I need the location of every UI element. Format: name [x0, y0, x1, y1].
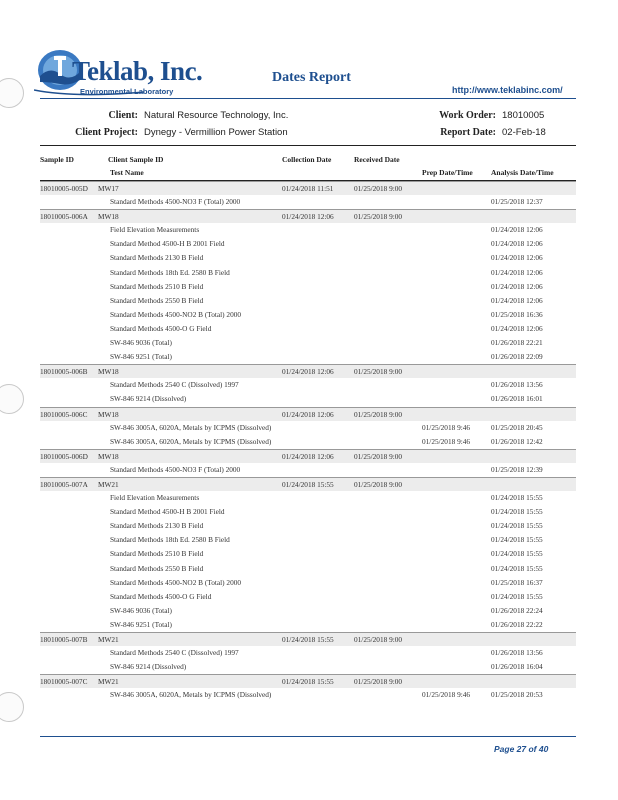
header-divider [40, 98, 576, 99]
test-name-cell: Standard Methods 4500-O G Field [110, 591, 212, 601]
col-analysis-date: Analysis Date/Time [491, 168, 554, 177]
test-row [40, 378, 576, 392]
test-name-cell: Standard Methods 18th Ed. 2580 B Field [110, 535, 230, 545]
test-name-cell: Standard Method 4500-H B 2001 Field [110, 239, 225, 249]
test-name-cell: Standard Methods 4500-O G Field [110, 323, 212, 333]
test-row [40, 435, 576, 449]
analysis-date-cell: 01/24/2018 12:06 [491, 239, 543, 249]
test-name-cell: SW-846 9036 (Total) [110, 338, 172, 348]
analysis-date-cell: 01/24/2018 15:55 [491, 535, 543, 545]
test-name-cell: Standard Methods 2130 B Field [110, 253, 204, 263]
analysis-date-cell: 01/25/2018 12:39 [491, 464, 543, 474]
sample-row [40, 181, 576, 195]
test-name-cell: Standard Methods 2130 B Field [110, 521, 204, 531]
client-project-label: Client Project: [75, 127, 138, 138]
analysis-date-cell: 01/24/2018 15:55 [491, 549, 543, 559]
analysis-date-cell: 01/26/2018 22:09 [491, 352, 543, 362]
sample-row [40, 674, 576, 688]
test-row [40, 195, 576, 209]
info-divider [40, 145, 576, 146]
binder-hole [0, 692, 24, 722]
analysis-date-cell: 01/24/2018 15:55 [491, 493, 543, 503]
col-test-name: Test Name [110, 168, 144, 177]
client-label: Client: [108, 110, 138, 121]
client-project-value: Dynegy - Vermillion Power Station [144, 127, 288, 138]
binder-hole [0, 384, 24, 414]
test-name-cell: Standard Methods 4500-NO3 F (Total) 2000 [110, 197, 241, 207]
test-row [40, 251, 576, 265]
collection-date-cell: 01/24/2018 15:55 [282, 677, 334, 687]
footer-divider [40, 736, 576, 737]
test-row [40, 322, 576, 336]
analysis-date-cell: 01/26/2018 22:22 [491, 619, 543, 629]
analysis-date-cell: 01/24/2018 12:06 [491, 253, 543, 263]
test-name-cell: Standard Methods 2540 C (Dissolved) 1997 [110, 380, 239, 390]
received-date-cell: 01/25/2018 9:00 [354, 635, 403, 644]
sample-id-cell: 18010005-005D [40, 184, 88, 193]
received-date-cell: 01/25/2018 9:00 [354, 479, 403, 489]
test-row [40, 421, 576, 435]
client-sample-id-cell: MW21 [98, 479, 119, 489]
client-sample-id-cell: MW18 [98, 212, 119, 222]
client-sample-id-cell: MW21 [98, 677, 119, 687]
test-row [40, 660, 576, 674]
test-row [40, 294, 576, 308]
work-order-value: 18010005 [502, 110, 545, 121]
test-name-cell: SW-846 9214 (Dissolved) [110, 662, 187, 672]
received-date-cell: 01/25/2018 9:00 [354, 409, 403, 419]
test-name-cell: Standard Methods 2550 B Field [110, 563, 204, 573]
col-prep-date: Prep Date/Time [422, 168, 473, 177]
sample-row [40, 209, 576, 223]
test-row [40, 533, 576, 547]
analysis-date-cell: 01/26/2018 16:01 [491, 394, 543, 404]
test-name-cell: Standard Methods 4500-NO3 F (Total) 2000 [110, 464, 241, 474]
test-row [40, 576, 576, 590]
sample-row [40, 632, 576, 646]
test-row [40, 350, 576, 364]
analysis-date-cell: 01/25/2018 20:53 [491, 690, 543, 700]
client-sample-id-cell: MW21 [98, 635, 119, 644]
test-name-cell: SW-846 3005A, 6020A, Metals by ICPMS (Dissolved) [110, 422, 272, 432]
test-row [40, 463, 576, 477]
sample-id-cell: 18010005-006C [40, 409, 88, 419]
test-row [40, 505, 576, 519]
test-row [40, 618, 576, 632]
received-date-cell: 01/25/2018 9:00 [354, 367, 403, 377]
report-title: Dates Report [272, 70, 351, 85]
received-date-cell: 01/25/2018 9:00 [354, 212, 403, 222]
col-received-date: Received Date [354, 155, 400, 164]
collection-date-cell: 01/24/2018 12:06 [282, 451, 334, 461]
analysis-date-cell: 01/24/2018 15:55 [491, 507, 543, 517]
test-row [40, 308, 576, 322]
sample-id-cell: 18010005-006D [40, 451, 88, 461]
test-row [40, 280, 576, 294]
analysis-date-cell: 01/24/2018 12:06 [491, 281, 543, 291]
analysis-date-cell: 01/26/2018 22:21 [491, 338, 543, 348]
test-name-cell: SW-846 9251 (Total) [110, 352, 172, 362]
analysis-date-cell: 01/25/2018 16:37 [491, 577, 543, 587]
analysis-date-cell: 01/25/2018 12:37 [491, 197, 543, 207]
received-date-cell: 01/25/2018 9:00 [354, 677, 403, 687]
test-row [40, 688, 576, 702]
test-row [40, 336, 576, 350]
client-value: Natural Resource Technology, Inc. [144, 110, 289, 121]
col-client-sample-id: Client Sample ID [108, 155, 164, 164]
prep-date-cell: 01/25/2018 9:46 [422, 422, 471, 432]
analysis-date-cell: 01/26/2018 12:42 [491, 436, 543, 446]
analysis-date-cell: 01/24/2018 15:55 [491, 591, 543, 601]
collection-date-cell: 01/24/2018 15:55 [282, 479, 334, 489]
collection-date-cell: 01/24/2018 15:55 [282, 635, 334, 644]
test-name-cell: Field Elevation Measurements [110, 225, 200, 235]
sample-id-cell: 18010005-007C [40, 677, 88, 687]
sample-row [40, 477, 576, 491]
test-row [40, 223, 576, 237]
analysis-date-cell: 01/26/2018 16:04 [491, 662, 543, 672]
analysis-date-cell: 01/26/2018 13:56 [491, 648, 543, 658]
test-row [40, 562, 576, 576]
analysis-date-cell: 01/26/2018 13:56 [491, 380, 543, 390]
website-link[interactable]: http://www.teklabinc.com/ [452, 85, 563, 95]
collection-date-cell: 01/24/2018 12:06 [282, 212, 334, 222]
analysis-date-cell: 01/26/2018 22:24 [491, 605, 543, 615]
collection-date-cell: 01/24/2018 12:06 [282, 367, 334, 377]
analysis-date-cell: 01/24/2018 12:06 [491, 323, 543, 333]
page-number: Page 27 of 40 [494, 744, 549, 754]
sample-id-cell: 18010005-006B [40, 367, 88, 377]
test-row [40, 646, 576, 660]
received-date-cell: 01/25/2018 9:00 [354, 451, 403, 461]
sample-row [40, 449, 576, 463]
analysis-date-cell: 01/24/2018 12:06 [491, 295, 543, 305]
analysis-date-cell: 01/24/2018 12:06 [491, 267, 543, 277]
test-name-cell: Standard Methods 2510 B Field [110, 281, 204, 291]
test-row [40, 547, 576, 561]
report-date-label: Report Date: [440, 127, 496, 138]
prep-date-cell: 01/25/2018 9:46 [422, 690, 471, 700]
report-date-value: 02-Feb-18 [502, 127, 546, 138]
received-date-cell: 01/25/2018 9:00 [354, 184, 403, 193]
client-sample-id-cell: MW17 [98, 184, 119, 193]
binder-hole [0, 78, 24, 108]
sample-id-cell: 18010005-007A [40, 479, 88, 489]
analysis-date-cell: 01/24/2018 12:06 [491, 225, 543, 235]
test-name-cell: SW-846 9036 (Total) [110, 605, 172, 615]
collection-date-cell: 01/24/2018 11:51 [282, 184, 334, 193]
work-order-label: Work Order: [439, 110, 496, 121]
test-row [40, 491, 576, 505]
sample-row [40, 407, 576, 421]
test-name-cell: Standard Methods 2540 C (Dissolved) 1997 [110, 648, 239, 658]
analysis-date-cell: 01/24/2018 15:55 [491, 521, 543, 531]
test-row [40, 519, 576, 533]
prep-date-cell: 01/25/2018 9:46 [422, 436, 471, 446]
sample-row [40, 364, 576, 378]
test-name-cell: Standard Method 4500-H B 2001 Field [110, 507, 225, 517]
test-row [40, 604, 576, 618]
client-sample-id-cell: MW18 [98, 451, 119, 461]
logo-subtitle: Environmental Laboratory [80, 87, 174, 96]
test-name-cell: Standard Methods 4500-NO2 B (Total) 2000 [110, 309, 242, 319]
logo-name: Teklab, Inc. [72, 56, 203, 86]
test-name-cell: SW-846 9214 (Dissolved) [110, 394, 187, 404]
test-row [40, 392, 576, 406]
test-name-cell: Standard Methods 2550 B Field [110, 295, 204, 305]
test-name-cell: SW-846 3005A, 6020A, Metals by ICPMS (Dissolved) [110, 690, 272, 700]
test-name-cell: Standard Methods 4500-NO2 B (Total) 2000 [110, 577, 242, 587]
test-row [40, 266, 576, 280]
analysis-date-cell: 01/24/2018 15:55 [491, 563, 543, 573]
test-name-cell: Field Elevation Measurements [110, 493, 200, 503]
test-name-cell: SW-846 3005A, 6020A, Metals by ICPMS (Dissolved) [110, 436, 272, 446]
test-name-cell: SW-846 9251 (Total) [110, 619, 172, 629]
col-collection-date: Collection Date [282, 155, 332, 164]
test-name-cell: Standard Methods 2510 B Field [110, 549, 204, 559]
client-sample-id-cell: MW18 [98, 409, 119, 419]
sample-id-cell: 18010005-006A [40, 212, 88, 222]
dates-table [40, 181, 576, 702]
analysis-date-cell: 01/25/2018 16:36 [491, 309, 543, 319]
client-sample-id-cell: MW18 [98, 367, 119, 377]
col-sample-id: Sample ID [40, 155, 74, 164]
test-row [40, 237, 576, 251]
test-name-cell: Standard Methods 18th Ed. 2580 B Field [110, 267, 230, 277]
collection-date-cell: 01/24/2018 12:06 [282, 409, 334, 419]
sample-id-cell: 18010005-007B [40, 635, 88, 644]
test-row [40, 590, 576, 604]
analysis-date-cell: 01/25/2018 20:45 [491, 422, 543, 432]
